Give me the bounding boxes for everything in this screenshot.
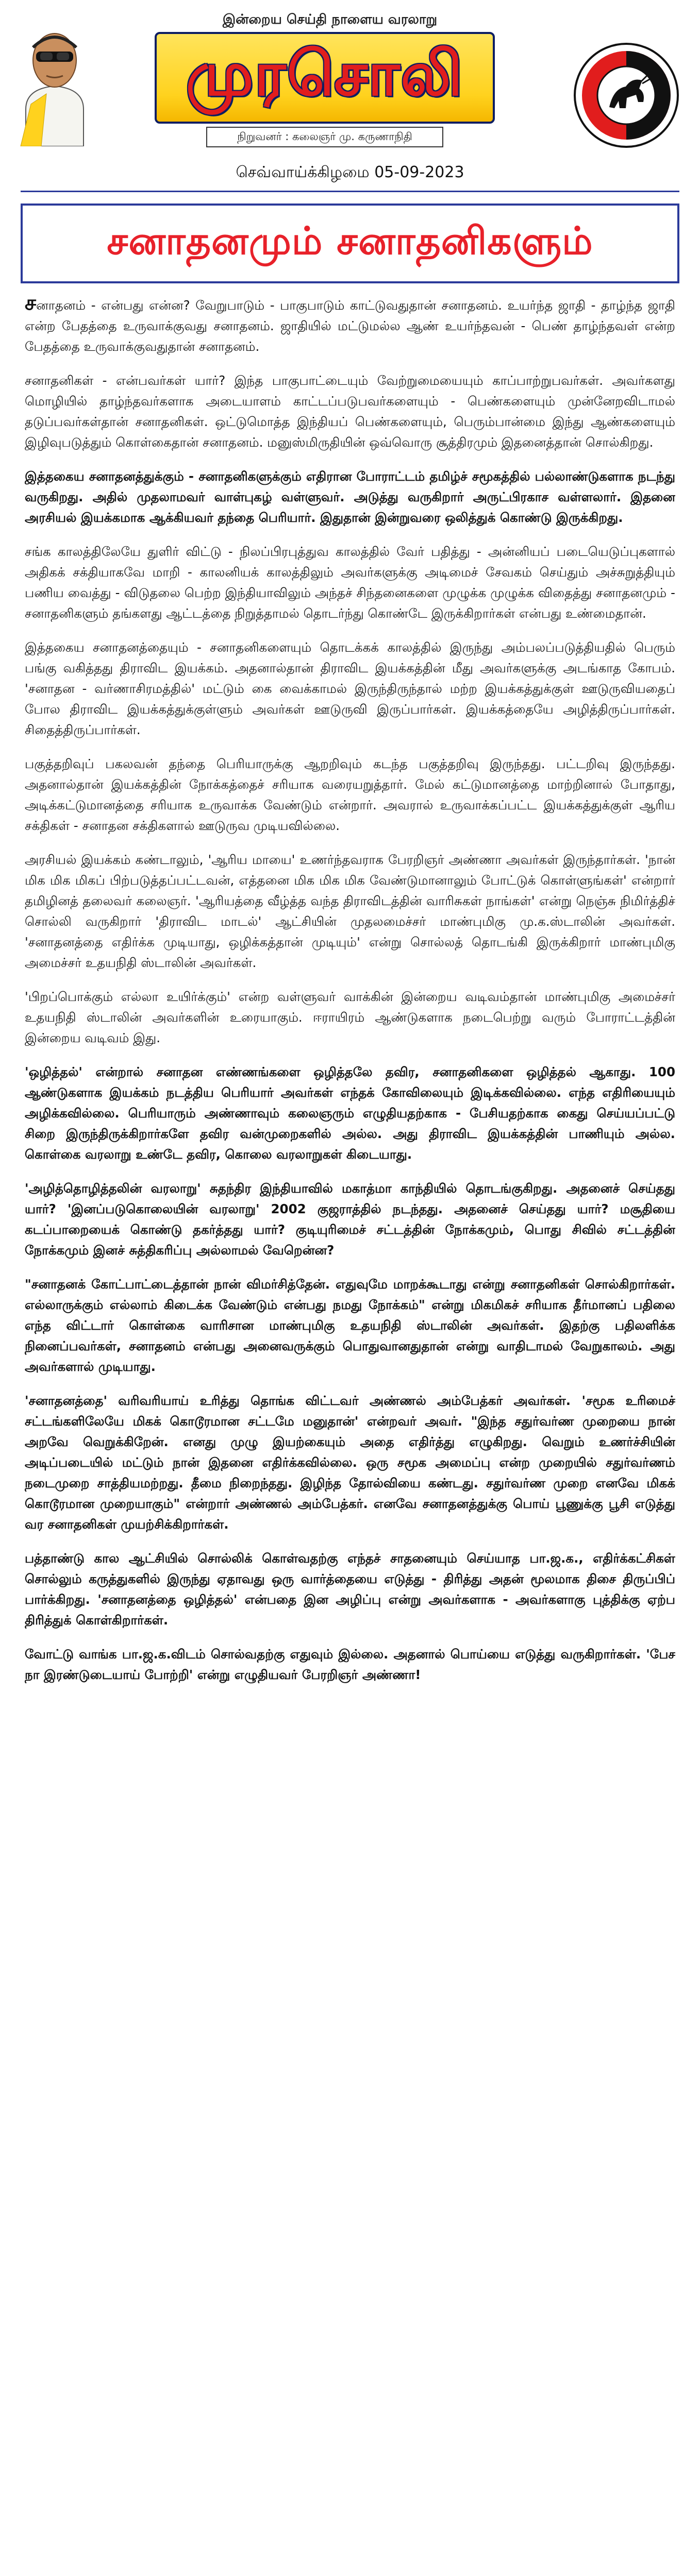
masthead-logo	[155, 32, 495, 124]
paragraph-emphasis: "சனாதனக் கோட்பாட்டைத்தான் நான் விமர்சித்தேன். எதுவுமே மாறக்கூடாது என்று சனாதனிகள் சொல்கிறார்கள். எல்லாருக்கும் எல்லாம் கிடைக்க வேண்டும் என்பது நமது நோக்கம்" என்று மிகமிகச் சரியாக தீர்மானப் பதிலை எந்த விட்டார் கொள்கை வாரிசான மாண்புமிகு உதயநிதி ஸ்டாலின் அவர்கள். இதற்கு பதிலளிக்க நினைப்பவர்கள், சனாதனம் என்பது அனைவருக்கும் பொதுவானதுதான் என்று வாதிடாமல் வேறுகாலம். அது அவர்களால் முடியாது.	[25, 1277, 675, 1374]
masthead	[0, 0, 700, 155]
paragraph-emphasis: 'ஒழித்தல்' என்றால் சனாதன எண்ணங்களை ஒழித்தலே தவிர, சனாதனிகளை ஒழித்தல் ஆகாது. 100 ஆண்டுகளாக இயக்கம் நடத்திய பெரியார் அவர்கள் எந்தக் கோவிலையும் இடிக்கவில்லை. எந்த எதிரியையும் அழிக்கவில்லை. பெரியாரும் அண்ணாவும் கலைஞரும் எழுதியதற்காக - பேசியதற்காக கைது செய்யப்பட்டு சிறை இருந்திருக்கிறார்களே தவிர வன்முறைகளில் அல்ல. அது திராவிட இயக்கத்தின் பாணியும் அல்ல. கொள்கை வரலாறு உண்டே தவிர, கொலை வரலாறுகள் கிடையாது.	[25, 1064, 675, 1162]
paragraph: 'பிறப்பொக்கும் எல்லா உயிர்க்கும்' என்ற வள்ளுவர் வாக்கின் இன்றைய வடிவம்தான் மாண்புமிகு அமைச்சர் உதயநிதி ஸ்டாலின் அவர்களின் உரையாகும். ஈராயிரம் ஆண்டுகளாக நடைபெற்று வரும் போராட்டத்தின் இன்றைய வடிவம் இது.	[25, 989, 675, 1045]
paragraph: அரசியல் இயக்கம் கண்டாலும், 'ஆரிய மாயை' உணர்ந்தவராக பேரறிஞர் அண்ணா அவர்கள் இருந்தார்கள். 'நான் மிக மிக மிகப் பிற்படுத்தப்பட்டவன், எத்தனை மிக மிக மிக வேண்டுமானாலும் போட்டுக் கொள்ளுங்கள்' என்றார் தமிழினத் தலைவர் கலைஞர். 'ஆரியத்தை வீழ்த்த வந்த திராவிடத்தின் வாரிசுகள் நாங்கள்' என்று நெஞ்சு நிமிர்த்திச் சொல்லி வருகிறார் 'திராவிட மாடல்' ஆட்சியின் முதலமைச்சர் மாண்புமிகு மு.க.ஸ்டாலின் அவர்கள். 'சனாதனத்தை எதிர்க்க முடியாது, ஒழிக்கத்தான் முடியும்' என்று சொல்லத் தொடங்கி இருக்கிறார் மாண்புமிகு அமைச்சர் உதயநிதி ஸ்டாலின் அவர்கள்.	[25, 852, 675, 970]
paragraph: இத்தகைய சனாதனத்தையும் - சனாதனிகளையும் தொடக்கக் காலத்தில் இருந்து அம்பலப்படுத்தியதில் பெரும் பங்கு வகித்தது திராவிட இயக்கம். அதனால்தான் திராவிட இயக்கத்தின் மீது அவர்களுக்கு அடங்காத கோபம். 'சனாதன - வர்ணாசிரமத்தில்' மட்டும் கை வைக்காமல் இருந்திருந்தால் மற்ற இயக்கத்துக்குள் ஊடுருவியதைப் போல திராவிட இயக்கத்துக்குள்ளும் அவர்கள் ஊடுருவி இருப்பார்கள். இயக்கத்தையே அழித்திருப்பார்கள். சிதைத்திருப்பார்கள்.	[25, 640, 675, 737]
paragraph: பகுத்தறிவுப் பகலவன் தந்தை பெரியாருக்கு ஆறறிவும் கடந்த பகுத்தறிவு இருந்தது. பட்டறிவு இருந்தது. அதனால்தான் இயக்கத்தின் நோக்கத்தைச் சரியாக வரையறுத்தார். மேல் கட்டுமானத்தை மாற்றினால் போதாது, அடிக்கட்டுமானத்தை சரியாக உருவாக்க வேண்டும் என்றார். அவரால் உருவாக்கப்பட்ட இயக்கத்துக்குள் ஆரிய சக்திகள் - சனாதன சக்திகளால் ஊடுருவ முடியவில்லை.	[25, 756, 675, 833]
paragraph-emphasis: 'அழித்தொழித்தலின் வரலாறு' சுதந்திர இந்தியாவில் மகாத்மா காந்தியில் தொடங்குகிறது. அதனைச் செய்தது யார்? 'இனப்படுகொலையின் வரலாறு' 2002 குஜராத்தில் நடந்தது. அதனைச் செய்தது யார்? மசூதியை கடப்பாறையைக் கொண்டு தகர்த்தது யார்? குடியுரிமைச் சட்டத்தின் நோக்கமும், பொது சிவில் சட்டத்தின் நோக்கமும் இனச் சுத்திகரிப்பு அல்லாமல் வேறென்ன?	[25, 1181, 675, 1258]
article-body	[25, 293, 675, 2576]
divider	[21, 191, 679, 192]
founder-line: நிறுவனர் : கலைஞர் மு. கருணாநிதி	[206, 127, 443, 147]
party-emblem-icon	[572, 41, 680, 149]
paragraph: சனாதனம் - என்பது என்ன? வேறுபாடும் - பாகுபாடும் காட்டுவதுதான் சனாதனம். உயர்ந்த ஜாதி - தாழ்ந்த ஜாதி என்ற பேதத்தை உருவாக்குவது சனாதனம். ஜாதியில் மட்டுமல்ல ஆண் உயர்ந்தவன் - பெண் தாழ்ந்தவள் என்ற பேதத்தை உருவாக்குவதுதான் சனாதனம்.	[25, 293, 675, 354]
headline-box	[21, 204, 679, 283]
founder-portrait-illustration	[10, 11, 99, 146]
headline: சனாதனமும் சனாதனிகளும்	[107, 218, 593, 263]
publication-date: செவ்வாய்க்கிழமை 05-09-2023	[236, 163, 464, 181]
logo-text: முரசொலி	[186, 38, 464, 109]
paragraph-emphasis: இத்தகைய சனாதனத்துக்கும் - சனாதனிகளுக்கும் எதிரான போராட்டம் தமிழ்ச் சமூகத்தில் பல்லாண்டுகளாக நடந்து வருகிறது. அதில் முதலாமவர் வாள்புகழ் வள்ளுவர். அடுத்து வருகிறார் அருட்பிரகாச வள்ளலார். இதனை அரசியல் இயக்கமாக ஆக்கியவர் தந்தை பெரியார். இதுதான் இன்றுவரை ஒலித்துக் கொண்டு இருக்கிறது.	[25, 469, 675, 525]
paragraph-emphasis: 'சனாதனத்தை' வரிவரியாய் உரித்து தொங்க விட்டவர் அண்ணல் அம்பேத்கர் அவர்கள். 'சமூக உரிமைச் சட்டங்களிலேயே மிகக் கொடூரமான சட்டமே மனுதான்' என்றவர் அவர். "இந்த சதுர்வர்ண முறையை நான் அறவே வெறுக்கிறேன். எனது முழு இயற்கையும் அதை எதிர்த்து எழுகிறது. வெறும் உணர்ச்சியின் அடிப்படையில் மட்டும் நான் இதனை எதிர்க்கவில்லை. ஒரு சமூக அமைப்பு என்ற முறையில் சதுர்வர்ணம் நடைமுறை சாத்தியமற்றது. தீமை நிறைந்தது. இழிந்த தோல்வியை கண்டது. சதுர்வர்ண முறை எனவே மிகக் கொடூரமான முறையாகும்" என்றார் அண்ணல் அம்பேத்கர். எனவே சனாதனத்துக்கு பொய் பூணுக்கு பூசி எடுத்து வர சனாதனிகள் முயற்சிக்கிறார்கள்.	[25, 1393, 675, 1532]
paragraph: சங்க காலத்திலேயே துளிர் விட்டு - நிலப்பிரபுத்துவ காலத்தில் வேர் பதித்து - அன்னியப் படையெடுப்புகளால் அதிகக் சக்தியாகவே மாறி - காலனியக் காலத்திலும் அவர்களுக்கு அடிமைச் சேவகம் செய்தும் அச்சுறுத்தியும் பணிய வைத்து - விடுதலை பெற்ற இந்தியாவிலும் அந்தச் சிந்தனைகளை முழுக்க முழுக்க விதைத்து சனாதனமும் - சனாதனிகளும் தங்களது ஆட்டத்தை நிறுத்தாமல் தொடர்ந்து கொண்டே இருக்கிறார்கள் என்பது உண்மைதான்.	[25, 544, 675, 621]
paragraph-emphasis: பத்தாண்டு கால ஆட்சியில் சொல்லிக் கொள்வதற்கு எந்தச் சாதனையும் செய்யாத பா.ஜ.க., எதிர்க்கட்சிகள் சொல்லும் கருத்துகளில் இருந்து ஏதாவது ஒரு வார்த்தையை எடுத்து - திரித்து அதன் மூலமாக திசை திருப்பிப் பார்க்கிறது. 'சனாதனத்தை ஒழித்தல்' என்பதை இன அழிப்பு என்று அவர்களாக - அவர்களாகு புத்திக்கு ஏற்ப திரித்துக் கொள்கிறார்கள்.	[25, 1551, 675, 1628]
paragraph-emphasis: வோட்டு வாங்க பா.ஜ.க.விடம் சொல்வதற்கு எதுவும் இல்லை. அதனால் பொய்யை எடுத்து வருகிறார்கள். 'பேச நா இரண்டுடையாய் போற்றி' என்று எழுதியவர் பேரறிஞர் அண்ணா!	[25, 1647, 675, 1682]
tagline: இன்றைய செய்தி நாளைய வரலாறு	[222, 11, 438, 27]
paragraph: சனாதனிகள் - என்பவர்கள் யார்? இந்த பாகுபாட்டையும் வேற்றுமையையும் காப்பாற்றுபவர்கள். அவர்களது மொழியில் தாழ்ந்தவர்களாக அடையாளம் காட்டப்படுபவர்களையும் - பெண்களையும் முன்னேறவிடாமல் தடுப்பவர்கள்தான் சனாதனிகள். ஒட்டுமொத்த இந்தியப் பெண்களையும், பெரும்பான்மை இந்து ஆண்களையும் இழிவுபடுத்தும் கொள்கைதான் சனாதனம். மனுஸ்மிருதியின் ஒவ்வொரு சூத்திரமும் இதனைத்தான் சொல்கிறது.	[25, 373, 675, 450]
